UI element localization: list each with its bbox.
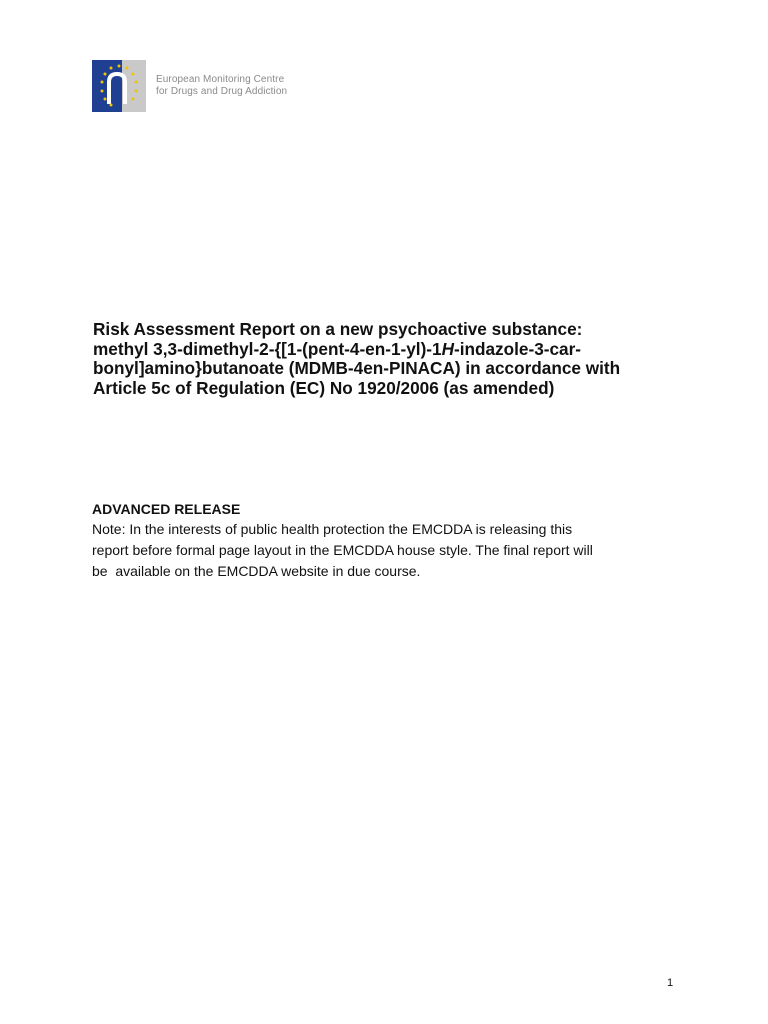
release-heading: ADVANCED RELEASE bbox=[92, 501, 241, 517]
title-line-3: bonyl]amino}butanoate (MDMB-4en-PINACA) in accordance with bbox=[93, 358, 621, 379]
release-note-line-2: report before formal page layout in the EMCDDA house style. The final report will bbox=[92, 542, 593, 558]
emcdda-logo bbox=[92, 60, 287, 112]
release-note-line-3: be available on the EMCDDA website in due course. bbox=[92, 563, 421, 579]
title-line-4: Article 5c of Regulation (EC) No 1920/2006 (as amended) bbox=[93, 377, 555, 398]
page-number: 1 bbox=[667, 977, 674, 989]
title-line-2-start: methyl 3,3-dimethyl-2-{[1-(pent-4-en-1-yl)-1 bbox=[93, 338, 442, 359]
report-title bbox=[93, 320, 693, 398]
emcdda-logo-icon bbox=[92, 60, 146, 112]
title-line-2-end: -indazole-3-car- bbox=[454, 338, 582, 359]
release-note bbox=[92, 519, 692, 582]
org-name bbox=[156, 74, 287, 98]
release-note-line-1: Note: In the interests of public health protection the EMCDDA is releasing this bbox=[92, 521, 573, 537]
title-line-2-italic: H bbox=[441, 338, 454, 359]
advanced-release-section bbox=[92, 500, 692, 582]
org-name-line2: for Drugs and Drug Addiction bbox=[156, 86, 288, 97]
org-name-line1: European Monitoring Centre bbox=[156, 74, 285, 85]
title-line-1: Risk Assessment Report on a new psychoactive substance: bbox=[93, 319, 583, 339]
